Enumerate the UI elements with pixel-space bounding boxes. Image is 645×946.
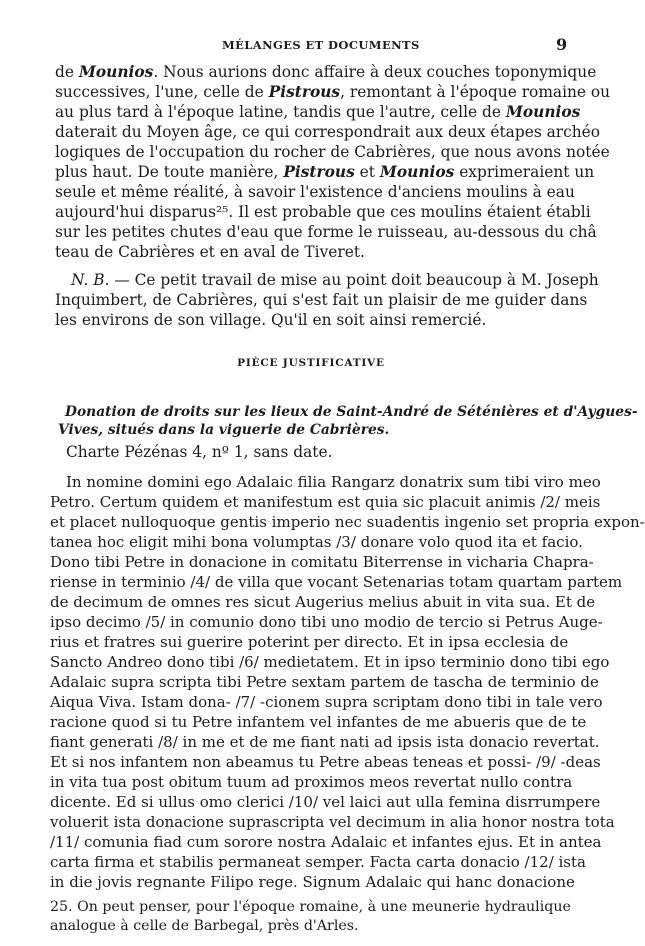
latin-line: Petro. Certum quidem et manifestum est quia sic placuit animis /2/ meis <box>50 493 601 511</box>
body-line: de Mounios. Nous aurions donc affaire à deux couches toponymique <box>55 63 597 81</box>
body-line: daterait du Moyen âge, ce qui correspondrait aux deux étapes archéo <box>55 123 601 141</box>
latin-line: tanea hoc eligit mihi bona volumptas /3/ donare volo quod ita et facio. <box>50 533 583 551</box>
body-line: sur les petites chutes d'eau que forme le ruisseau, au-dessous du châ <box>55 223 597 241</box>
body-line: logiques de l'occupation du rocher de Cabrières, que nous avons notée <box>55 143 610 161</box>
body-line: seule et même réalité, à savoir l'existence d'anciens moulins à eau <box>55 183 575 201</box>
charter-reference: Charte Pézénas 4, nº 1, sans date. <box>66 443 333 461</box>
nb-line: les environs de son village. Qu'il en soit ainsi remercié. <box>55 311 487 329</box>
latin-line: in die jovis regnante Filipo rege. Signum Adalaic qui hanc donacione <box>50 873 575 891</box>
latin-line: Sancto Andreo dono tibi /6/ medietatem. Et in ipso terminio dono tibi ego <box>50 653 610 671</box>
latin-line: Dono tibi Petre in donacione in comitatu Biterrense in vicharia Chapra- <box>50 553 594 571</box>
latin-line: et placet nulloquoque gentis imperio nec suadentis ingenio set propria expon- <box>50 513 645 531</box>
body-line: au plus tard à l'époque latine, tandis que l'autre, celle de Mounios <box>55 103 581 121</box>
body-line: aujourd'hui disparus²⁵. Il est probable que ces moulins étaient établi <box>55 203 591 221</box>
body-line: teau de Cabrières et en aval de Tiveret. <box>55 243 365 261</box>
latin-line: Aiqua Viva. Istam dona- /7/ -cionem supra scriptam dono tibi in tale vero <box>50 693 603 711</box>
nb-line: Inquimbert, de Cabrières, qui s'est fait un plaisir de me guider dans <box>55 291 588 309</box>
latin-line: voluerit ista donacione suprascripta vel decimum in alia honor nostra tota <box>50 813 615 831</box>
latin-line: fiant generati /8/ in me et de me fiant nati ad ipsis ista donacio revertat. <box>50 733 600 751</box>
document-title-line: Donation de droits sur les lieux de Saint-André de Séténières et d'Aygues- <box>65 404 638 420</box>
latin-line: Et si nos infantem non abeamus tu Petre abeas teneas et possi- /9/ -deas <box>50 753 601 771</box>
latin-line: carta firma et stabilis permaneat semper. Facta carta donacio /12/ ista <box>50 853 586 871</box>
latin-line: In nomine domini ego Adalaic filia Rangarz donatrix sum tibi viro meo <box>66 473 601 491</box>
page-number: 9 <box>556 35 568 54</box>
document-title-line: Vives, situés dans la viguerie de Cabrières. <box>58 422 390 438</box>
header-title: MÉLANGES ET DOCUMENTS <box>222 38 420 52</box>
latin-line: de decimum de omnes res sicut Augerius melius abuit in vita sua. Et de <box>50 593 596 611</box>
latin-line: riense in terminio /4/ de villa que vocant Setenarias totam quartam partem <box>50 573 623 591</box>
latin-line: /11/ comunia fiad cum sorore nostra Adalaic et infantes ejus. Et in antea <box>50 833 602 851</box>
body-line: plus haut. De toute manière, Pistrous et Mounios exprimeraient un <box>55 163 595 181</box>
latin-line: Adalaic supra scripta tibi Petre sextam partem de tascha de terminio de <box>50 673 599 691</box>
body-line: successives, l'une, celle de Pistrous, remontant à l'époque romaine ou <box>55 83 611 101</box>
footnote-line: analogue à celle de Barbegal, près d'Arles. <box>50 918 359 934</box>
nb-label: N. B. <box>71 271 110 289</box>
section-title: PIÈCE JUSTIFICATIVE <box>237 357 385 369</box>
latin-line: rius et fratres sui guerire poterint per directo. Et in ipsa ecclesia de <box>50 633 569 651</box>
latin-line: ipso decimo /5/ in comunio dono tibi uno modio de tercio si Petrus Auge- <box>50 613 603 631</box>
latin-line: in vita tua post obitum tuum ad proximos meos revertat nullo contra <box>50 773 573 791</box>
nb-line: N. B. — Ce petit travail de mise au point doit beaucoup à M. Joseph <box>55 270 567 290</box>
footnote-line: 25. On peut penser, pour l'époque romaine, à une meunerie hydraulique <box>50 899 571 915</box>
running-header <box>0 34 622 56</box>
latin-line: dicente. Ed si ullus omo clerici /10/ vel laici aut ulla femina disrrumpere <box>50 793 601 811</box>
latin-line: racione quod si tu Petre infantem vel infantes de me abueris que de te <box>50 713 587 731</box>
